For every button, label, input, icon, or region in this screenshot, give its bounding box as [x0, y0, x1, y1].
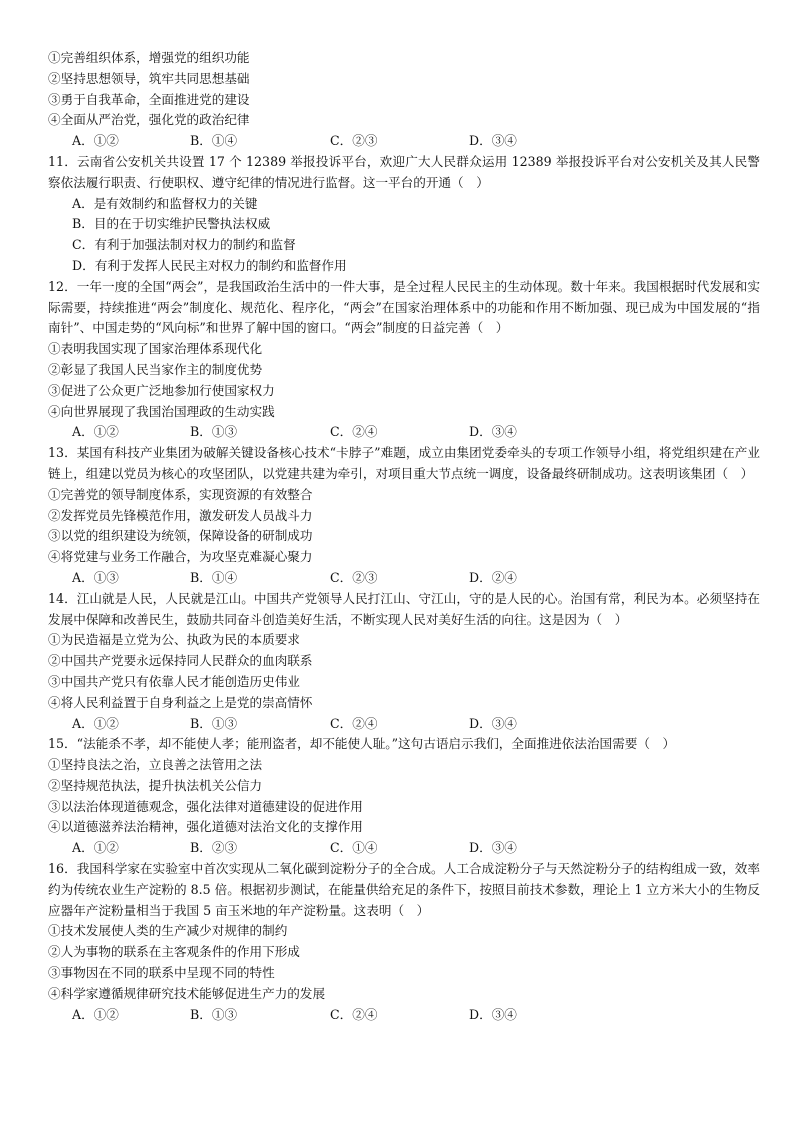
q15-stem: 15．“法能杀不孝，却不能使人孝；能刑盗者，却不能使人耻。”这句古语启示我们，全面推进依法治国需要（ ） [48, 736, 676, 752]
question-16 [48, 859, 760, 1025]
question-14 [48, 589, 760, 735]
q16-option-4: ④科学家遵循规律研究技术能够促进生产力的发展 [48, 985, 326, 1001]
q13-option-4: ④将党建与业务工作融合，为攻坚克难凝心聚力 [48, 549, 313, 565]
q12-choice-d: D．③④ [469, 424, 517, 440]
q11-stem: 11．云南省公安机关共设置 17 个 12389 举报投诉平台，欢迎广大人民群众运用 12389 举报投诉平台对公安机关及其人民警察依法履行职责、行使职权、遵守纪律的情况进行监督。这一平台的开通（ ） [48, 153, 760, 190]
q14-choices [48, 714, 760, 735]
q11-choice-d: D．有利于发挥人民民主对权力的制约和监督作用 [72, 257, 347, 273]
question-10 [48, 48, 760, 152]
q14-choice-d: D．③④ [469, 715, 517, 731]
q14-option-3: ③中国共产党只有依靠人民才能创造历史伟业 [48, 673, 300, 689]
q12-option-3: ③促进了公众更广泛地参加行使国家权力 [48, 382, 275, 398]
q14-option-2: ②中国共产党要永远保持同人民群众的血肉联系 [48, 653, 313, 669]
q12-stem: 12．一年一度的全国“两会”，是我国政治生活中的一件大事，是全过程人民民主的生动体现。数十年来。我国根据时代发展和实际需要，持续推进“两会”制度化、规范化、程序化，“两会”在国家治理体系中的功能和作用不断加强、现已成为中国发展的“指南针”、中国走势的“风向标”和世界了解中国的窗口。“两会”制度的日益完善（ ） [48, 278, 760, 336]
q13-stem: 13．某国有科技产业集团为破解关键设备核心技术“卡脖子”难题，成立由集团党委牵头的专项工作领导小组，将党组织建在产业链上，组建以党员为核心的攻坚团队，以党建共建为牵引，对项目重大节点统一调度，设备最终研制成功。这表明该集团（ ） [48, 445, 760, 481]
q10-option-2: ②坚持思想领导，筑牢共同思想基础 [48, 70, 250, 86]
q16-stem: 16．我国科学家在实验室中首次实现从二氧化碳到淀粉分子的全合成。人工合成淀粉分子与天然淀粉分子的结构组成一致，效率约为传统农业生产淀粉的 8.5 倍。根据初步测试，在能量供给充足的条件下，按照目前技术参数，理论上 1 立方米大小的生物反应器年产淀粉量相当于我国 5 亩玉米地的年产淀粉量。这表明（ ） [48, 861, 760, 918]
q13-choices [48, 568, 760, 589]
q16-option-2: ②人为事物的联系在主客观条件的作用下形成 [48, 944, 300, 960]
q16-choice-d: D．③④ [469, 1006, 517, 1022]
q12-choice-c: C．②④ [330, 424, 378, 440]
q10-option-4: ④全面从严治党，强化党的政治纪律 [48, 112, 250, 128]
q12-option-2: ②彰显了我国人民当家作主的制度优势 [48, 361, 263, 377]
q16-choice-b: B．①③ [190, 1006, 238, 1022]
q14-choice-c: C．②④ [330, 715, 378, 731]
q10-option-3: ③勇于自我革命，全面推进党的建设 [48, 91, 250, 107]
q11-choice-a: A．是有效制约和监督权力的关键 [72, 195, 258, 211]
q10-choice-c: C．②③ [330, 133, 378, 149]
q15-choice-b: B．②③ [190, 840, 238, 856]
q12-choice-b: B．①③ [190, 424, 238, 440]
q15-option-3: ③以法治体现道德观念，强化法律对道德建设的促进作用 [48, 798, 363, 814]
q16-choices [48, 1005, 760, 1026]
q10-choice-b: B．①④ [190, 133, 238, 149]
q11-choice-b: B．目的在于切实维护民警执法权威 [72, 216, 271, 232]
q15-choice-a: A．①② [72, 840, 119, 856]
q14-choice-a: A．①② [72, 715, 119, 731]
q13-choice-b: B．①④ [190, 569, 238, 585]
question-13 [48, 443, 760, 589]
q15-option-1: ①坚持良法之治，立良善之法管用之法 [48, 757, 263, 773]
q11-choice-c: C．有利于加强法制对权力的制约和监督 [72, 237, 296, 253]
q13-choice-c: C．②③ [330, 569, 378, 585]
q12-choice-a: A．①② [72, 424, 119, 440]
q14-option-4: ④将人民利益置于自身利益之上是党的崇高情怀 [48, 694, 313, 710]
q13-choice-a: A．①③ [72, 569, 119, 585]
q15-option-4: ④以道德滋养法治精神，强化道德对法治文化的支撑作用 [48, 819, 363, 835]
q10-choice-a: A．①② [72, 133, 119, 149]
q12-choices [48, 422, 760, 443]
q10-option-1: ①完善组织体系，增强党的组织功能 [48, 50, 250, 65]
q15-choices [48, 838, 760, 859]
q15-choice-d: D．③④ [469, 840, 517, 856]
q13-choice-d: D．②④ [469, 569, 517, 585]
q12-option-1: ①表明我国实现了国家治理体系现代化 [48, 341, 263, 357]
q14-option-1: ①为民造福是立党为公、执政为民的本质要求 [48, 632, 300, 648]
q16-choice-a: A．①② [72, 1006, 119, 1022]
q15-choice-c: C．①④ [330, 840, 378, 856]
question-12 [48, 277, 760, 443]
q16-option-3: ③事物因在不同的联系中呈现不同的特性 [48, 965, 275, 981]
q14-stem: 14．江山就是人民，人民就是江山。中国共产党领导人民打江山、守江山，守的是人民的心。治国有常，利民为本。必须坚持在发展中保障和改善民生，鼓励共同奋斗创造美好生活，不断实现人民对美好生活的向往。这是因为（ ） [48, 590, 760, 627]
question-15 [48, 734, 760, 859]
q16-option-1: ①技术发展使人类的生产减少对规律的制约 [48, 923, 288, 939]
q13-option-3: ③以党的组织建设为统领，保障设备的研制成功 [48, 528, 313, 544]
q14-choice-b: B．①③ [190, 715, 238, 731]
question-11 [48, 152, 760, 277]
exam-page [48, 48, 760, 1025]
q16-choice-c: C．②④ [330, 1006, 378, 1022]
q10-choices [48, 131, 760, 152]
q10-choice-d: D．③④ [469, 133, 517, 149]
q15-option-2: ②坚持规范执法，提升执法机关公信力 [48, 777, 263, 793]
q13-option-2: ②发挥党员先锋模范作用，激发研发人员战斗力 [48, 507, 313, 523]
q13-option-1: ①完善党的领导制度体系，实现资源的有效整合 [48, 486, 313, 502]
q12-option-4: ④向世界展现了我国治国理政的生动实践 [48, 403, 275, 419]
